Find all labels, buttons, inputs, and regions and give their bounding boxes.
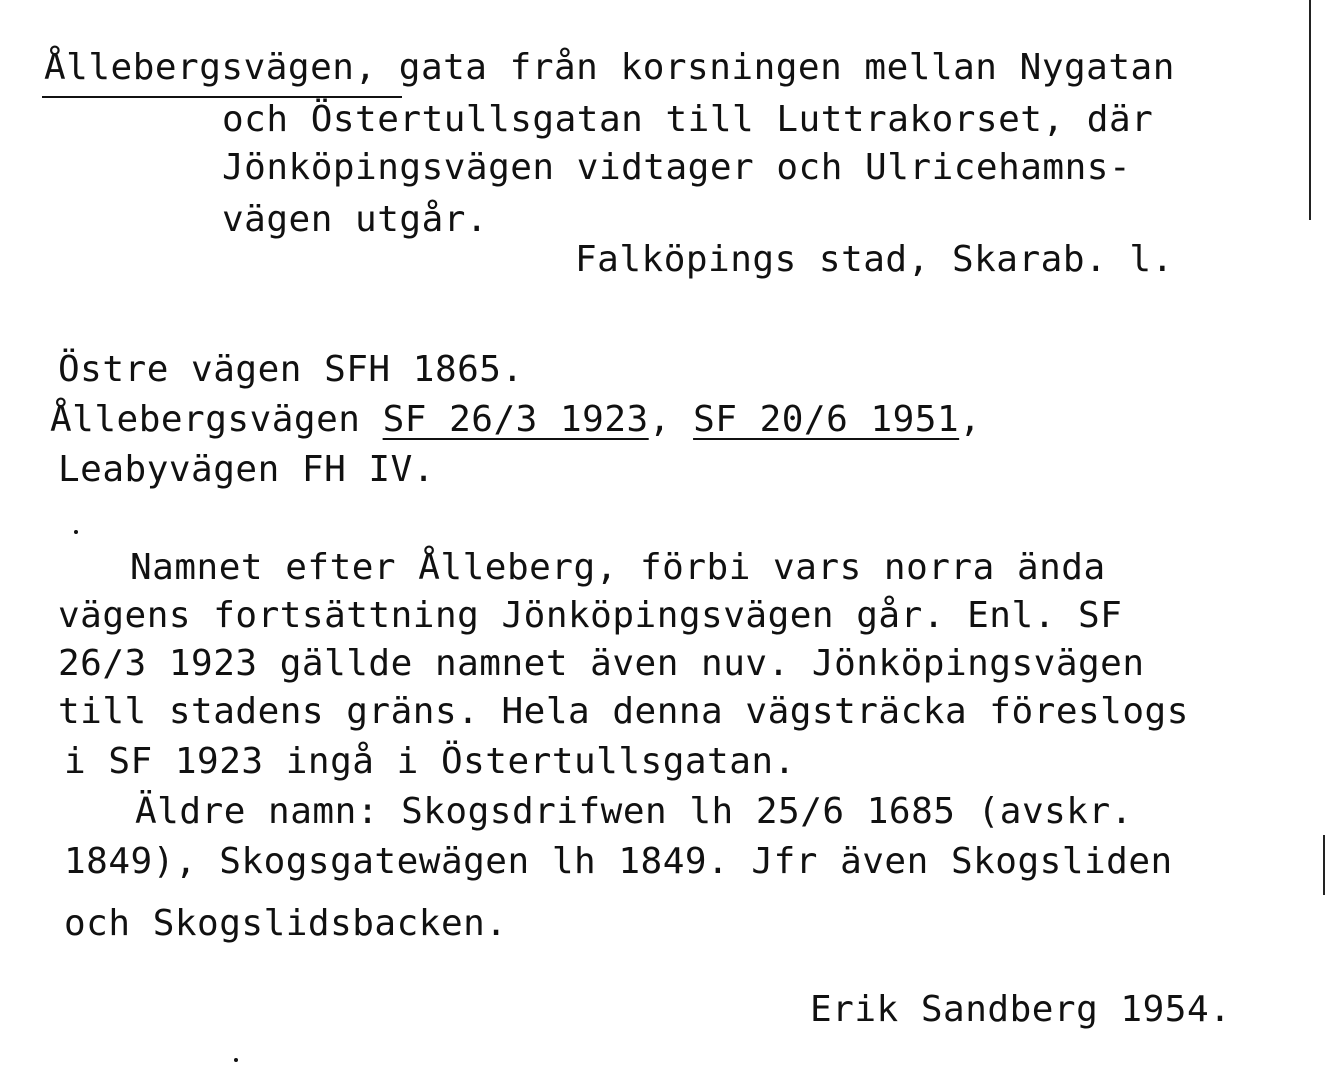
note-line-8: och Skogslidsbacken.: [64, 903, 508, 944]
entry-location: Falköpings stad, Skarab. l.: [575, 239, 1174, 280]
signature: Erik Sandberg 1954.: [810, 989, 1232, 1030]
note-line-3: 26/3 1923 gällde namnet även nuv. Jönköpingsvägen: [58, 643, 1145, 684]
source-line-2: [50, 400, 981, 440]
source-line-1: Östre vägen SFH 1865.: [58, 349, 524, 390]
entry-first-line: [44, 48, 1175, 88]
headword-underline: [42, 96, 402, 98]
entry-line1-rest: , gata från korsningen mellan Nygatan: [354, 47, 1175, 88]
source-separator: ,: [648, 399, 694, 440]
source-ref-1: SF 26/3 1923: [382, 399, 649, 440]
entry-line-2: och Östertullsgatan till Luttrakorset, där: [222, 99, 1154, 140]
speck: [234, 1058, 238, 1062]
card-edge-line-lower: [1323, 835, 1325, 895]
source-line-3: Leabyvägen FH IV.: [58, 449, 435, 490]
note-line-4: till stadens gräns. Hela denna vägsträcka föreslogs: [58, 691, 1189, 732]
source-ref-2: SF 20/6 1951: [693, 399, 960, 440]
card-edge-line: [1309, 0, 1311, 220]
note-line-5: i SF 1923 ingå i Östertullsgatan.: [64, 741, 796, 782]
note-line-7: 1849), Skogsgatewägen lh 1849. Jfr även Skogsliden: [64, 841, 1173, 882]
entry-headword: Ållebergsvägen: [44, 47, 355, 88]
source-line2-suffix: ,: [959, 399, 982, 440]
note-line-1: Namnet efter Ålleberg, förbi vars norra ända: [130, 547, 1106, 588]
speck: [74, 530, 78, 534]
note-line-2: vägens fortsättning Jönköpingsvägen går. Enl. SF: [58, 595, 1123, 636]
note-line-6: Äldre namn: Skogsdrifwen lh 25/6 1685 (avskr.: [135, 791, 1133, 832]
entry-line-3: Jönköpingsvägen vidtager och Ulricehamns-: [222, 147, 1132, 188]
source-line2-prefix: Ållebergsvägen: [50, 399, 383, 440]
entry-line-4: vägen utgår.: [222, 199, 489, 240]
